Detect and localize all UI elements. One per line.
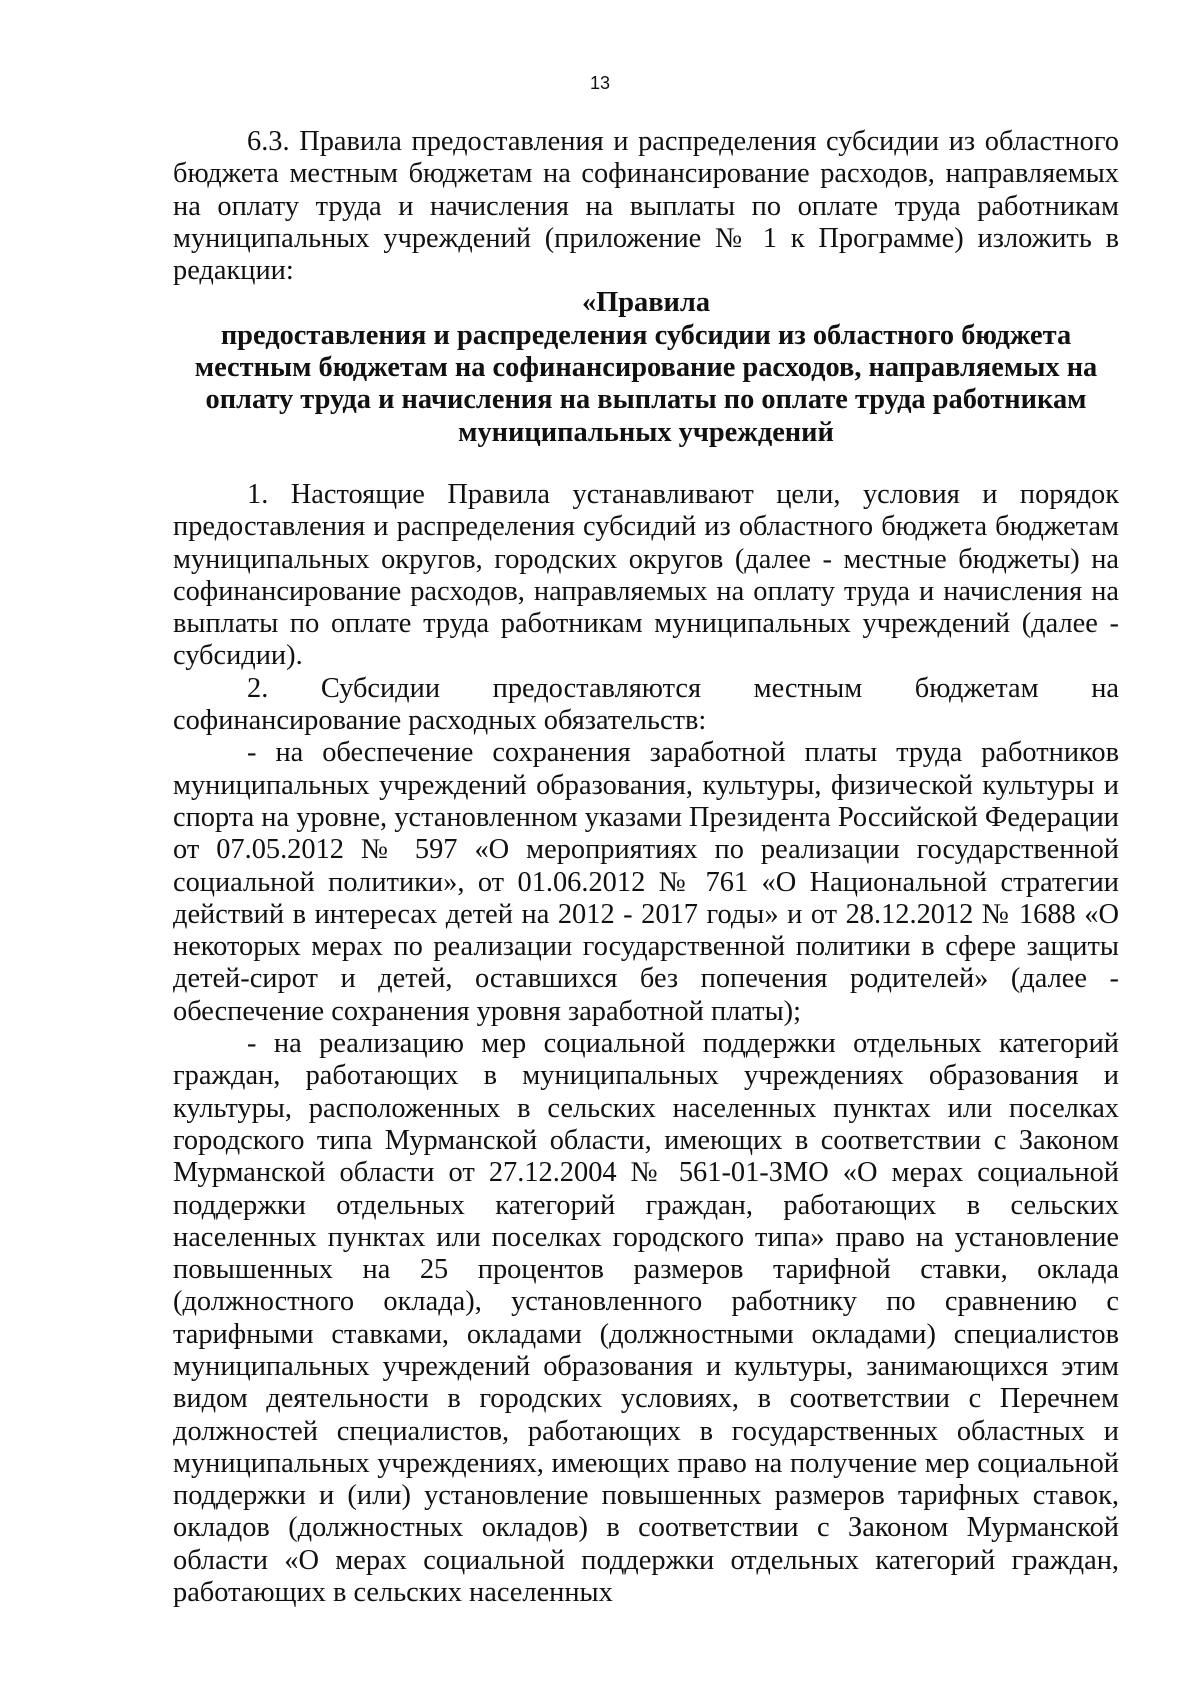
- rules-title-heading: «Правила: [581, 287, 711, 319]
- rules-title-subheading: предоставления и распределения субсидии из областного бюджета местным бюджетам на софинансирование расходов, направляемых на оплату труда и начисления на выплаты по оплате труда работникам муниципальных учреждений: [194, 319, 1098, 448]
- paragraph-bullet-1: - на обеспечение сохранения заработной платы труда работников муниципальных учреждений образования, культуры, физической культуры и спорта на уровне, установленном указами Президента Российской Федерации от 07.05.2012 № 597 «О мероприятиях по реализации государственной социальной политики», от 01.06.2012 № 761 «О Национальной стратегии действий в интересах детей на 2012 - 2017 годы» и от 28.12.2012 № 1688 «О некоторых мерах по реализации государственной политики в сфере защиты детей-сирот и детей, оставшихся без попечения родителей» (далее - обеспечение сохранения уровня заработной платы);: [173, 737, 1119, 1027]
- document-body: [173, 126, 1119, 1609]
- page-number: 13: [589, 73, 611, 93]
- paragraph-1: 1. Настоящие Правила устанавливают цели, условия и порядок предоставления и распределения субсидий из областного бюджета бюджетам муниципальных округов, городских округов (далее - местные бюджеты) на софинансирование расходов, направляемых на оплату труда и начисления на выплаты по оплате труда работникам муниципальных учреждений (далее - субсидии).: [173, 478, 1119, 672]
- spacer: [173, 449, 1119, 479]
- paragraph-2: 2. Субсидии предоставляются местным бюджетам на софинансирование расходных обязательств:: [173, 672, 1119, 737]
- paragraph-bullet-2: - на реализацию мер социальной поддержки отдельных категорий граждан, работающих в муниципальных учреждениях образования и культуры, расположенных в сельских населенных пунктах или поселках городского типа Мурманской области, имеющих в соответствии с Законом Мурманской области от 27.12.2004 № 561-01-ЗМО «О мерах социальной поддержки отдельных категорий граждан, работающих в сельских населенных пунктах или поселках городского типа» право на установление повышенных на 25 процентов размеров тарифной ставки, оклада (должностного оклада), установленного работнику по сравнению с тарифными ставками, окладами (должностными окладами) специалистов муниципальных учреждений образования и культуры, занимающихся этим видом деятельности в городских условиях, в соответствии с Перечнем должностей специалистов, работающих в государственных областных и муниципальных учреждениях, имеющих право на получение мер социальной поддержки и (или) установление повышенных размеров тарифных ставок, окладов (должностных окладов) в соответствии с Законом Мурманской области «О мерах социальной поддержки отдельных категорий граждан, работающих в сельских населенных: [173, 1028, 1119, 1609]
- rules-title: [173, 287, 1119, 448]
- intro-paragraph: 6.3. Правила предоставления и распределения субсидии из областного бюджета местным бюджетам на софинансирование расходов, направляемых на оплату труда и начисления на выплаты по оплате труда работникам муниципальных учреждений (приложение № 1 к Программе) изложить в редакции:: [173, 126, 1119, 287]
